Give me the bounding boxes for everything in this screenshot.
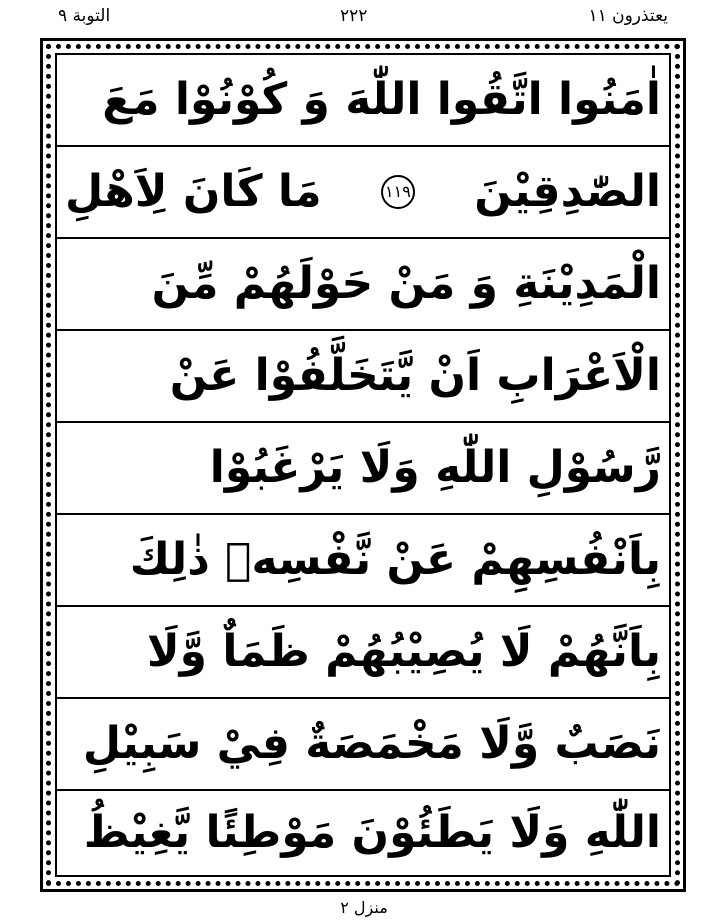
verse-text: الصّٰدِقِيْنَ xyxy=(474,166,661,217)
verse-text: اٰمَنُوا اتَّقُوا اللّٰهَ وَ كُوْنُوْا مَعَ xyxy=(102,74,661,125)
verse-text: مَا كَانَ لِاَهْلِ xyxy=(65,166,322,217)
page-number: ٢٢٢ xyxy=(340,6,368,26)
surah-name: التوبة ٩ xyxy=(58,6,111,26)
text-line-1 xyxy=(57,55,669,147)
verse-text: نَصَبٌ وَّلَا مَخْمَصَةٌ فِيْ سَبِيْلِ xyxy=(82,718,661,769)
text-line-7 xyxy=(57,607,669,699)
text-line-5 xyxy=(57,423,669,515)
text-line-3 xyxy=(57,239,669,331)
text-line-8 xyxy=(57,699,669,791)
ayah-number-marker: ١١٩ xyxy=(381,175,415,209)
verse-text: الْمَدِيْنَةِ وَ مَنْ حَوْلَهُمْ مِّنَ xyxy=(151,258,661,309)
text-line-9 xyxy=(57,791,669,875)
juz-name: يعتذرون ١١ xyxy=(588,6,668,26)
text-line-6 xyxy=(57,515,669,607)
manzil-label: منزل ٢ xyxy=(340,898,388,917)
verse-text: رَّسُوْلِ اللّٰهِ وَلَا يَرْغَبُوْا xyxy=(209,442,661,493)
text-line-4 xyxy=(57,331,669,423)
page-footer xyxy=(0,898,728,917)
verse-text: الْاَعْرَابِ اَنْ يَّتَخَلَّفُوْا عَنْ xyxy=(169,350,661,401)
verse-text: اللّٰهِ وَلَا يَطَئُوْنَ مَوْطِئًا يَّغِيْظُ xyxy=(83,807,661,858)
verse-text: بِاَنَّهُمْ لَا يُصِيْبُهُمْ ظَمَاٌ وَّلَا xyxy=(146,626,661,677)
text-line-2 xyxy=(57,147,669,239)
page-header xyxy=(0,0,728,38)
verse-text: بِاَنْفُسِهِمْ عَنْ نَّفْسِهٖ ذٰلِكَ xyxy=(129,534,661,585)
